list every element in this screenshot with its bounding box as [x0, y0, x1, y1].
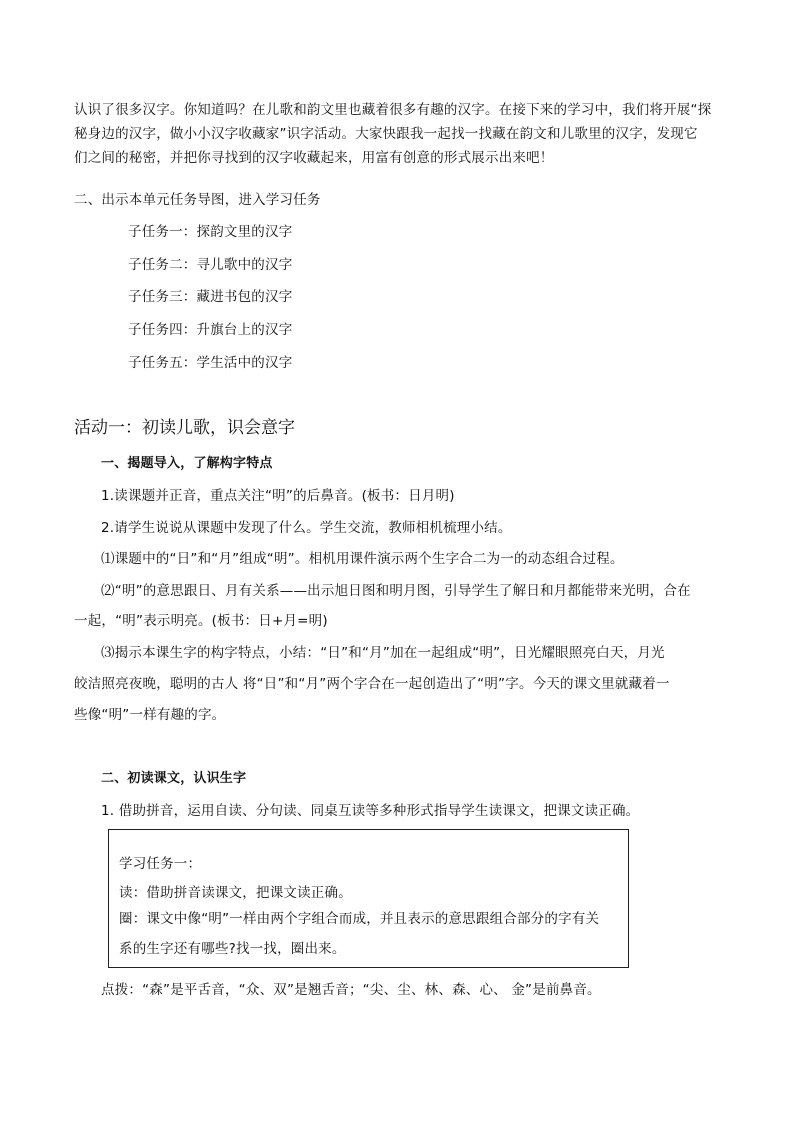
section2-title: 二、出示本单元任务导图，进入学习任务 — [74, 192, 321, 208]
pronunciation-tip: 点拨：“森”是平舌音，“众、双”是翘舌音；“尖、尘、林、森、心、 金”是前鼻音。 — [101, 982, 601, 998]
task-box-circle-2: 系的生字还有哪些?找一找，圈出来。 — [119, 941, 346, 957]
task-box-circle-1: 圈：课文中像“明”一样由两个字组合而成，并且表示的意思跟组合部分的字有关 — [119, 911, 600, 927]
part1-p5b: 皎洁照亮夜晚，聪明的古人 将“日”和“月”两个字合在一起创造出了“明”字。今天的课文里就藏着一 — [74, 676, 670, 692]
part1-p4a: ⑵“明”的意思跟日、月有关系——出示旭日图和明月图，引导学生了解日和月都能带来光明，合在 — [101, 583, 691, 599]
part1-p2: 2.请学生说说从课题中发现了什么。学生交流，教师相机梳理小结。 — [101, 520, 512, 536]
subtask-2: 子任务二：寻儿歌中的汉字 — [128, 257, 293, 273]
part2-p1: 1. 借助拼音，运用自读、分句读、同桌互读等多种形式指导学生读课文，把课文读正确。 — [101, 803, 640, 819]
subtask-4: 子任务四：升旗台上的汉字 — [128, 322, 293, 338]
task-box-read: 读：借助拼音读课文，把课文读正确。 — [119, 885, 352, 901]
learning-task-box — [108, 829, 629, 968]
activity1-title: 活动一：初读儿歌，识会意字 — [74, 418, 295, 438]
part2-heading: 二、初读课文，认识生字 — [101, 771, 247, 786]
intro-line-1: 认识了很多汉字。你知道吗？在儿歌和韵文里也藏着很多有趣的汉字。在接下来的学习中，我们将开展“探 — [74, 102, 712, 118]
task-box-title: 学习任务一： — [119, 856, 202, 872]
part1-p4b: 一起，“明”表示明亮。(板书：日+月=明) — [74, 613, 328, 629]
subtask-3: 子任务三：藏进书包的汉字 — [128, 289, 293, 305]
subtask-1: 子任务一：探韵文里的汉字 — [128, 224, 293, 240]
subtask-5: 子任务五：学生活中的汉字 — [128, 355, 293, 371]
part1-p3: ⑴课题中的“日”和“月”组成“明”。相机用课件演示两个生字合二为一的动态组合过程。 — [101, 551, 624, 567]
part1-p5a: ⑶揭示本课生字的构字特点，小结：“日”和“月”加在一起组成“明”，日光耀眼照亮白天，月光 — [101, 645, 665, 661]
intro-line-3: 们之间的秘密，并把你寻找到的汉字收藏起来，用富有创意的形式展示出来吧！ — [74, 150, 554, 166]
part1-heading: 一、揭题导入，了解构字特点 — [101, 456, 273, 471]
part1-p5c: 些像“明”一样有趣的字。 — [74, 707, 226, 723]
intro-line-2: 秘身边的汉字，做小小汉字收藏家”识字活动。大家快跟我一起找一找藏在韵文和儿歌里的汉字，发现它 — [74, 126, 698, 142]
part1-p1: 1.读课题并正音，重点关注“明”的后鼻音。(板书：日月明) — [101, 488, 455, 504]
